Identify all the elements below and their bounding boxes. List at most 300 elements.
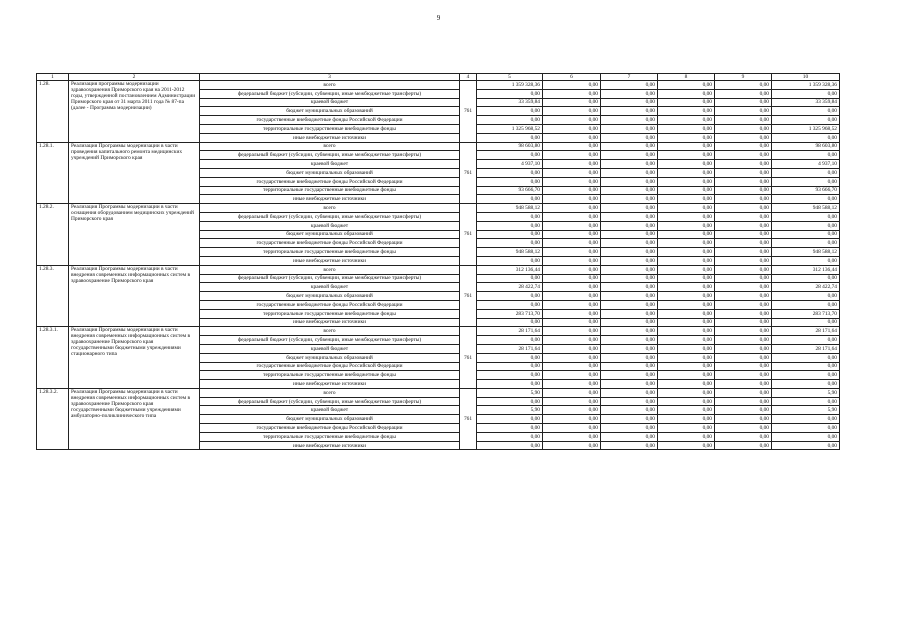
amount-cell: 0,00 xyxy=(601,230,658,239)
amount-cell: 0,00 xyxy=(715,177,772,186)
item-name-cell: Реализация Программы модернизации в части внедрения современных информационных систем в здравоохранение Приморского края государственными бюджетными учреждениями стационарного типа xyxy=(69,327,200,389)
amount-cell: 0,00 xyxy=(772,424,840,433)
amount-cell: 0,00 xyxy=(772,415,840,424)
amount-cell: 0,00 xyxy=(601,274,658,283)
column-number-cell: 10 xyxy=(772,74,840,81)
amount-cell: 0,00 xyxy=(543,256,601,265)
budget-code-cell: 761 xyxy=(460,204,477,266)
funding-source-cell: государственные внебюджетные фонды Российской Федерации xyxy=(200,239,460,248)
amount-cell: 0,00 xyxy=(715,415,772,424)
amount-cell: 0,00 xyxy=(772,212,840,221)
amount-cell: 0,00 xyxy=(543,160,601,169)
funding-source-cell: территориальные государственные внебюджетные фонды xyxy=(200,432,460,441)
amount-cell: 0,00 xyxy=(772,116,840,125)
amount-cell: 0,00 xyxy=(601,124,658,133)
amount-cell: 0,00 xyxy=(601,248,658,257)
amount-cell: 0,00 xyxy=(543,388,601,397)
amount-cell: 93 666,70 xyxy=(477,186,543,195)
amount-cell: 0,00 xyxy=(715,133,772,142)
funding-source-cell: всего xyxy=(200,81,460,90)
amount-cell: 0,00 xyxy=(715,186,772,195)
amount-cell: 0,00 xyxy=(601,265,658,274)
amount-cell: 0,00 xyxy=(715,397,772,406)
amount-cell: 0,00 xyxy=(658,116,715,125)
amount-cell: 0,00 xyxy=(772,239,840,248)
column-number-cell: 4 xyxy=(460,74,477,81)
funding-source-cell: территориальные государственные внебюджетные фонды xyxy=(200,186,460,195)
amount-cell: 93 666,70 xyxy=(772,186,840,195)
amount-cell: 0,00 xyxy=(772,336,840,345)
amount-cell: 0,00 xyxy=(658,160,715,169)
amount-cell: 0,00 xyxy=(477,424,543,433)
funding-source-cell: государственные внебюджетные фонды Российской Федерации xyxy=(200,362,460,371)
amount-cell: 0,00 xyxy=(601,98,658,107)
amount-cell: 0,00 xyxy=(658,283,715,292)
amount-cell: 0,00 xyxy=(658,388,715,397)
amount-cell: 0,00 xyxy=(715,327,772,336)
amount-cell: 0,00 xyxy=(477,380,543,389)
amount-cell: 0,00 xyxy=(543,81,601,90)
funding-source-cell: всего xyxy=(200,327,460,336)
funding-source-cell: иные внебюджетные источники xyxy=(200,441,460,450)
amount-cell: 0,00 xyxy=(543,89,601,98)
amount-cell: 0,00 xyxy=(543,107,601,116)
amount-cell: 5,90 xyxy=(477,406,543,415)
amount-cell: 0,00 xyxy=(658,353,715,362)
amount-cell: 0,00 xyxy=(543,432,601,441)
amount-cell: 0,00 xyxy=(477,168,543,177)
amount-cell: 0,00 xyxy=(715,142,772,151)
funding-source-cell: федеральный бюджет (субсидии, субвенции, иные межбюджетные трансферты) xyxy=(200,89,460,98)
amount-cell: 4 937,10 xyxy=(772,160,840,169)
amount-cell: 0,00 xyxy=(601,160,658,169)
amount-cell: 0,00 xyxy=(658,168,715,177)
amount-cell: 0,00 xyxy=(477,256,543,265)
amount-cell: 0,00 xyxy=(543,265,601,274)
amount-cell: 28 171,64 xyxy=(477,327,543,336)
amount-cell: 0,00 xyxy=(543,124,601,133)
amount-cell: 1 359 328,36 xyxy=(477,81,543,90)
amount-cell: 0,00 xyxy=(543,204,601,213)
budget-code-cell: 761 xyxy=(460,327,477,389)
amount-cell: 0,00 xyxy=(601,107,658,116)
item-number-cell: 1.28.3.2. xyxy=(37,388,69,450)
amount-cell: 0,00 xyxy=(477,177,543,186)
item-name-cell: Реализация Программы модернизации в части проведения капитального ремонта медицинских учреждений Приморского края xyxy=(69,142,200,204)
amount-cell: 0,00 xyxy=(601,309,658,318)
amount-cell: 0,00 xyxy=(601,168,658,177)
amount-cell: 0,00 xyxy=(543,98,601,107)
amount-cell: 0,00 xyxy=(715,380,772,389)
amount-cell: 0,00 xyxy=(543,177,601,186)
item-name-cell: Реализация Программы модернизации в части оснащения оборудованием медицинских учреждений Приморского края xyxy=(69,204,200,266)
amount-cell: 0,00 xyxy=(543,239,601,248)
amount-cell: 283 713,70 xyxy=(477,309,543,318)
amount-cell: 0,00 xyxy=(772,397,840,406)
amount-cell: 0,00 xyxy=(477,415,543,424)
amount-cell: 0,00 xyxy=(772,441,840,450)
amount-cell: 0,00 xyxy=(543,142,601,151)
column-number-cell: 9 xyxy=(715,74,772,81)
amount-cell: 0,00 xyxy=(772,353,840,362)
item-number-cell: 1.28.3. xyxy=(37,265,69,327)
funding-source-cell: территориальные государственные внебюджетные фонды xyxy=(200,371,460,380)
amount-cell: 0,00 xyxy=(601,327,658,336)
header-row xyxy=(37,74,840,81)
amount-cell: 0,00 xyxy=(477,133,543,142)
amount-cell: 0,00 xyxy=(715,116,772,125)
funding-source-cell: краевой бюджет xyxy=(200,283,460,292)
amount-cell: 0,00 xyxy=(715,362,772,371)
table-row xyxy=(37,81,840,90)
amount-cell: 0,00 xyxy=(772,221,840,230)
amount-cell: 0,00 xyxy=(477,116,543,125)
amount-cell: 0,00 xyxy=(543,212,601,221)
amount-cell: 0,00 xyxy=(772,380,840,389)
amount-cell: 0,00 xyxy=(601,353,658,362)
amount-cell: 98 603,80 xyxy=(772,142,840,151)
amount-cell: 0,00 xyxy=(543,327,601,336)
amount-cell: 0,00 xyxy=(715,98,772,107)
funding-source-cell: бюджет муниципальных образований xyxy=(200,415,460,424)
amount-cell: 0,00 xyxy=(715,274,772,283)
amount-cell: 0,00 xyxy=(543,406,601,415)
amount-cell: 0,00 xyxy=(601,441,658,450)
amount-cell: 0,00 xyxy=(601,415,658,424)
amount-cell: 0,00 xyxy=(715,265,772,274)
amount-cell: 0,00 xyxy=(715,204,772,213)
amount-cell: 28 422,74 xyxy=(477,283,543,292)
amount-cell: 0,00 xyxy=(601,195,658,204)
amount-cell: 0,00 xyxy=(658,415,715,424)
amount-cell: 0,00 xyxy=(715,89,772,98)
amount-cell: 0,00 xyxy=(601,186,658,195)
amount-cell: 0,00 xyxy=(658,107,715,116)
funding-source-cell: иные внебюджетные источники xyxy=(200,195,460,204)
amount-cell: 0,00 xyxy=(658,292,715,301)
amount-cell: 0,00 xyxy=(658,309,715,318)
amount-cell: 0,00 xyxy=(477,89,543,98)
amount-cell: 4 937,10 xyxy=(477,160,543,169)
amount-cell: 0,00 xyxy=(477,274,543,283)
amount-cell: 0,00 xyxy=(543,353,601,362)
amount-cell: 0,00 xyxy=(772,168,840,177)
amount-cell: 0,00 xyxy=(601,432,658,441)
funding-source-cell: бюджет муниципальных образований xyxy=(200,353,460,362)
funding-source-cell: государственные внебюджетные фонды Российской Федерации xyxy=(200,116,460,125)
amount-cell: 0,00 xyxy=(658,380,715,389)
funding-source-cell: бюджет муниципальных образований xyxy=(200,168,460,177)
amount-cell: 0,00 xyxy=(715,353,772,362)
amount-cell: 0,00 xyxy=(715,160,772,169)
funding-source-cell: бюджет муниципальных образований xyxy=(200,107,460,116)
funding-source-cell: федеральный бюджет (субсидии, субвенции, иные межбюджетные трансферты) xyxy=(200,397,460,406)
amount-cell: 0,00 xyxy=(772,274,840,283)
funding-source-cell: государственные внебюджетные фонды Российской Федерации xyxy=(200,300,460,309)
column-number-cell: 7 xyxy=(601,74,658,81)
amount-cell: 0,00 xyxy=(772,362,840,371)
amount-cell: 0,00 xyxy=(658,195,715,204)
amount-cell: 0,00 xyxy=(715,441,772,450)
amount-cell: 0,00 xyxy=(543,371,601,380)
amount-cell: 0,00 xyxy=(543,168,601,177)
amount-cell: 0,00 xyxy=(543,292,601,301)
funding-source-cell: иные внебюджетные источники xyxy=(200,133,460,142)
item-number-cell: 1.28. xyxy=(37,81,69,143)
amount-cell: 0,00 xyxy=(658,142,715,151)
item-number-cell: 1.28.1. xyxy=(37,142,69,204)
item-name-cell: Реализация Программы модернизации в части внедрения современных информационных систем в здравоохранение Приморского края государственными бюджетными учреждениями амбулаторно-поликлинического типа xyxy=(69,388,200,450)
amount-cell: 0,00 xyxy=(658,81,715,90)
amount-cell: 0,00 xyxy=(601,212,658,221)
amount-cell: 0,00 xyxy=(543,133,601,142)
amount-cell: 0,00 xyxy=(543,195,601,204)
amount-cell: 948 588,12 xyxy=(477,248,543,257)
amount-cell: 0,00 xyxy=(658,256,715,265)
amount-cell: 0,00 xyxy=(715,336,772,345)
item-number-cell: 1.28.2. xyxy=(37,204,69,266)
amount-cell: 0,00 xyxy=(715,248,772,257)
amount-cell: 0,00 xyxy=(601,424,658,433)
amount-cell: 0,00 xyxy=(715,318,772,327)
amount-cell: 0,00 xyxy=(658,124,715,133)
funding-source-cell: краевой бюджет xyxy=(200,221,460,230)
amount-cell: 0,00 xyxy=(715,239,772,248)
funding-source-cell: государственные внебюджетные фонды Российской Федерации xyxy=(200,424,460,433)
amount-cell: 0,00 xyxy=(658,204,715,213)
amount-cell: 0,00 xyxy=(772,89,840,98)
budget-table xyxy=(36,73,840,450)
budget-code-cell: 761 xyxy=(460,142,477,204)
amount-cell: 0,00 xyxy=(601,344,658,353)
amount-cell: 0,00 xyxy=(477,195,543,204)
amount-cell: 0,00 xyxy=(772,318,840,327)
funding-source-cell: всего xyxy=(200,388,460,397)
funding-source-cell: иные внебюджетные источники xyxy=(200,318,460,327)
amount-cell: 0,00 xyxy=(715,195,772,204)
funding-source-cell: бюджет муниципальных образований xyxy=(200,230,460,239)
amount-cell: 0,00 xyxy=(477,239,543,248)
amount-cell: 0,00 xyxy=(715,168,772,177)
amount-cell: 0,00 xyxy=(601,239,658,248)
amount-cell: 0,00 xyxy=(658,327,715,336)
amount-cell: 0,00 xyxy=(772,195,840,204)
amount-cell: 0,00 xyxy=(477,221,543,230)
amount-cell: 0,00 xyxy=(477,292,543,301)
funding-source-cell: федеральный бюджет (субсидии, субвенции, иные межбюджетные трансферты) xyxy=(200,212,460,221)
funding-source-cell: всего xyxy=(200,142,460,151)
amount-cell: 0,00 xyxy=(543,221,601,230)
amount-cell: 0,00 xyxy=(477,230,543,239)
budget-code-cell: 761 xyxy=(460,265,477,327)
amount-cell: 0,00 xyxy=(658,98,715,107)
funding-source-cell: территориальные государственные внебюджетные фонды xyxy=(200,124,460,133)
amount-cell: 0,00 xyxy=(658,265,715,274)
amount-cell: 0,00 xyxy=(601,300,658,309)
amount-cell: 5,90 xyxy=(772,388,840,397)
table-row xyxy=(37,388,840,397)
amount-cell: 0,00 xyxy=(658,441,715,450)
funding-source-cell: государственные внебюджетные фонды Российской Федерации xyxy=(200,177,460,186)
amount-cell: 0,00 xyxy=(658,186,715,195)
column-number-cell: 5 xyxy=(477,74,543,81)
column-number-cell: 8 xyxy=(658,74,715,81)
funding-source-cell: краевой бюджет xyxy=(200,344,460,353)
funding-source-cell: федеральный бюджет (субсидии, субвенции, иные межбюджетные трансферты) xyxy=(200,274,460,283)
amount-cell: 0,00 xyxy=(715,124,772,133)
amount-cell: 0,00 xyxy=(715,388,772,397)
amount-cell: 0,00 xyxy=(772,107,840,116)
amount-cell: 0,00 xyxy=(543,274,601,283)
amount-cell: 0,00 xyxy=(715,221,772,230)
amount-cell: 5,90 xyxy=(772,406,840,415)
amount-cell: 0,00 xyxy=(658,424,715,433)
amount-cell: 0,00 xyxy=(543,116,601,125)
funding-source-cell: федеральный бюджет (субсидии, субвенции, иные межбюджетные трансферты) xyxy=(200,151,460,160)
amount-cell: 0,00 xyxy=(477,397,543,406)
amount-cell: 0,00 xyxy=(543,397,601,406)
amount-cell: 0,00 xyxy=(543,186,601,195)
amount-cell: 0,00 xyxy=(543,415,601,424)
column-number-cell: 6 xyxy=(543,74,601,81)
amount-cell: 0,00 xyxy=(715,432,772,441)
amount-cell: 0,00 xyxy=(601,283,658,292)
amount-cell: 0,00 xyxy=(658,336,715,345)
amount-cell: 0,00 xyxy=(543,151,601,160)
amount-cell: 28 422,74 xyxy=(772,283,840,292)
amount-cell: 0,00 xyxy=(601,89,658,98)
amount-cell: 0,00 xyxy=(772,151,840,160)
amount-cell: 0,00 xyxy=(543,248,601,257)
amount-cell: 0,00 xyxy=(601,318,658,327)
amount-cell: 0,00 xyxy=(715,406,772,415)
amount-cell: 0,00 xyxy=(715,81,772,90)
amount-cell: 0,00 xyxy=(601,81,658,90)
amount-cell: 0,00 xyxy=(601,380,658,389)
amount-cell: 0,00 xyxy=(772,256,840,265)
amount-cell: 0,00 xyxy=(477,371,543,380)
amount-cell: 0,00 xyxy=(601,292,658,301)
amount-cell: 0,00 xyxy=(543,344,601,353)
funding-source-cell: всего xyxy=(200,265,460,274)
amount-cell: 0,00 xyxy=(658,344,715,353)
amount-cell: 312 136,44 xyxy=(477,265,543,274)
amount-cell: 0,00 xyxy=(658,248,715,257)
amount-cell: 0,00 xyxy=(601,371,658,380)
amount-cell: 948 588,12 xyxy=(772,204,840,213)
column-number-cell: 3 xyxy=(200,74,460,81)
amount-cell: 5,90 xyxy=(477,388,543,397)
amount-cell: 0,00 xyxy=(477,441,543,450)
amount-cell: 0,00 xyxy=(543,380,601,389)
funding-source-cell: территориальные государственные внебюджетные фонды xyxy=(200,309,460,318)
amount-cell: 0,00 xyxy=(477,336,543,345)
amount-cell: 0,00 xyxy=(772,177,840,186)
amount-cell: 0,00 xyxy=(477,318,543,327)
amount-cell: 0,00 xyxy=(772,371,840,380)
column-number-cell: 1 xyxy=(37,74,69,81)
amount-cell: 0,00 xyxy=(715,107,772,116)
amount-cell: 0,00 xyxy=(601,388,658,397)
amount-cell: 0,00 xyxy=(658,239,715,248)
funding-source-cell: краевой бюджет xyxy=(200,160,460,169)
amount-cell: 28 171,64 xyxy=(477,344,543,353)
amount-cell: 283 713,70 xyxy=(772,309,840,318)
amount-cell: 0,00 xyxy=(477,212,543,221)
amount-cell: 0,00 xyxy=(715,300,772,309)
amount-cell: 0,00 xyxy=(715,151,772,160)
amount-cell: 0,00 xyxy=(715,309,772,318)
item-number-cell: 1.28.3.1. xyxy=(37,327,69,389)
amount-cell: 0,00 xyxy=(543,318,601,327)
amount-cell: 0,00 xyxy=(658,362,715,371)
amount-cell: 0,00 xyxy=(543,300,601,309)
amount-cell: 0,00 xyxy=(715,283,772,292)
amount-cell: 0,00 xyxy=(772,133,840,142)
amount-cell: 0,00 xyxy=(772,230,840,239)
amount-cell: 0,00 xyxy=(543,362,601,371)
amount-cell: 0,00 xyxy=(658,133,715,142)
amount-cell: 0,00 xyxy=(601,397,658,406)
amount-cell: 33 359,84 xyxy=(772,98,840,107)
funding-source-cell: бюджет муниципальных образований xyxy=(200,292,460,301)
amount-cell: 0,00 xyxy=(477,432,543,441)
amount-cell: 0,00 xyxy=(658,212,715,221)
amount-cell: 0,00 xyxy=(658,318,715,327)
table-row xyxy=(37,327,840,336)
amount-cell: 0,00 xyxy=(543,424,601,433)
funding-source-cell: иные внебюджетные источники xyxy=(200,380,460,389)
funding-source-cell: всего xyxy=(200,204,460,213)
amount-cell: 0,00 xyxy=(543,309,601,318)
funding-source-cell: краевой бюджет xyxy=(200,406,460,415)
amount-cell: 1 325 968,52 xyxy=(477,124,543,133)
amount-cell: 0,00 xyxy=(477,151,543,160)
amount-cell: 0,00 xyxy=(601,256,658,265)
funding-source-cell: федеральный бюджет (субсидии, субвенции, иные межбюджетные трансферты) xyxy=(200,336,460,345)
budget-code-cell: 761 xyxy=(460,81,477,143)
item-name-cell: Реализация Программы модернизации в части внедрения современных информационных систем в здравоохранение Приморского края xyxy=(69,265,200,327)
amount-cell: 948 588,12 xyxy=(772,248,840,257)
amount-cell: 0,00 xyxy=(601,362,658,371)
amount-cell: 0,00 xyxy=(658,397,715,406)
amount-cell: 98 603,80 xyxy=(477,142,543,151)
table-row xyxy=(37,265,840,274)
amount-cell: 0,00 xyxy=(715,344,772,353)
amount-cell: 312 136,44 xyxy=(772,265,840,274)
amount-cell: 0,00 xyxy=(658,274,715,283)
amount-cell: 0,00 xyxy=(601,204,658,213)
amount-cell: 0,00 xyxy=(601,116,658,125)
amount-cell: 0,00 xyxy=(715,212,772,221)
amount-cell: 0,00 xyxy=(477,362,543,371)
amount-cell: 0,00 xyxy=(601,406,658,415)
amount-cell: 0,00 xyxy=(658,221,715,230)
amount-cell: 0,00 xyxy=(715,292,772,301)
amount-cell: 0,00 xyxy=(715,230,772,239)
amount-cell: 0,00 xyxy=(658,89,715,98)
budget-code-cell: 761 xyxy=(460,388,477,450)
item-name-cell: Реализация программы модернизации здравоохранения Приморского края на 2011-2012 годы, утвержденной постановлением Администрации Приморского края от 31 марта 2011 года № 87-па (далее - Программа модернизации) xyxy=(69,81,200,143)
amount-cell: 0,00 xyxy=(601,336,658,345)
amount-cell: 0,00 xyxy=(772,432,840,441)
amount-cell: 33 359,84 xyxy=(477,98,543,107)
funding-source-cell: территориальные государственные внебюджетные фонды xyxy=(200,248,460,257)
amount-cell: 0,00 xyxy=(658,151,715,160)
amount-cell: 0,00 xyxy=(715,256,772,265)
amount-cell: 0,00 xyxy=(543,441,601,450)
amount-cell: 0,00 xyxy=(658,177,715,186)
